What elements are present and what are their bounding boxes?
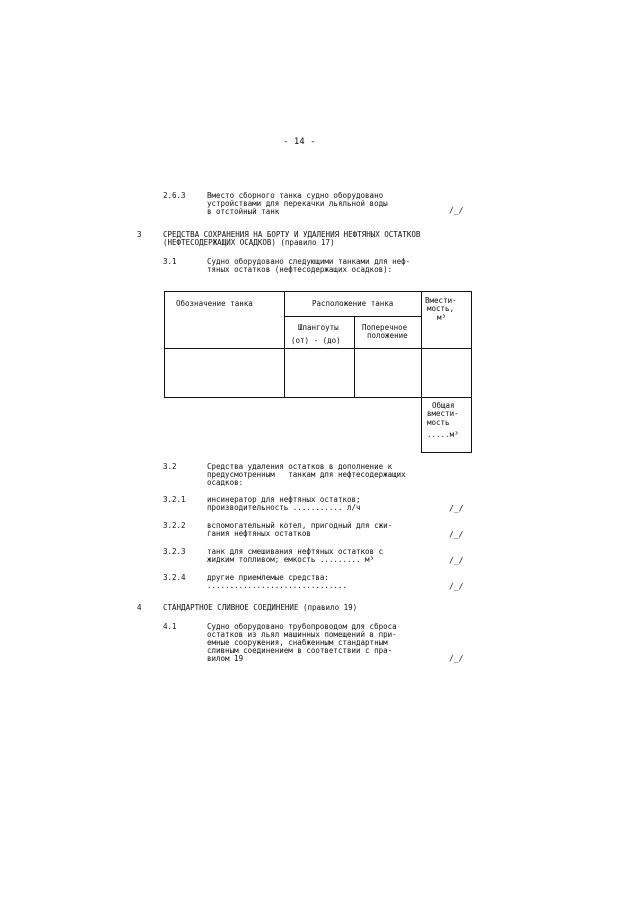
section-2-6-3-line-3: в отстойный танк [207,207,280,216]
section-2-6-3-line-1: Вместо сборного танка судно оборудовано [207,191,384,200]
table-border-right [471,291,472,398]
section-3-2-3-line-2: жидким топливом; емкость ......... м³ [207,555,375,564]
total-capacity-4: .....м³ [427,430,459,439]
subheader-transverse-1: Поперечное [362,323,408,332]
col-header-designation: Обозначение танка [176,299,253,308]
section-3-2-4-line-1: другие приемлемые средства: [207,573,329,582]
section-3-1-line-2: тяных остатков (нефтесодержащих осадков): [207,265,393,274]
total-capacity-1: Общая [432,401,455,410]
table-col-divider-1 [284,291,285,398]
page-number: - 14 - [283,137,316,147]
table-col-divider-2 [354,316,355,398]
section-4-1-line-3: емные сооружения, снабженным стандартным [207,638,388,647]
checkbox-3-2-3[interactable]: /_/ [449,556,464,565]
section-number-3: 3 [137,230,142,239]
section-3-1-line-1: Судно оборудовано следующими танками для неф- [207,257,411,266]
table-subheader-line [284,316,421,317]
checkbox-3-2-2[interactable]: /_/ [449,530,464,539]
section-3-2-line-2: предусмотренным танкам для нефтесодержащих [207,470,406,479]
checkbox-3-2-1[interactable]: /_/ [449,504,464,513]
total-box-bottom [421,452,472,453]
total-box-right [471,397,472,453]
total-capacity-2: вмести- [427,409,459,418]
checkbox-2-6-3[interactable]: /_/ [449,206,464,215]
table-border-bottom [164,397,472,398]
section-number-4: 4 [137,603,142,612]
section-number-4-1: 4.1 [163,622,177,631]
table-col-divider-3 [421,291,422,398]
section-3-2-2-line-1: вспомогательный котел, пригодный для сжи- [207,521,393,530]
section-number-2-6-3: 2.6.3 [163,191,186,200]
subheader-frames-2: (от) - (до) [291,336,341,345]
col-header-capacity-2: мость, [427,304,455,313]
checkbox-4-1[interactable]: /_/ [449,654,464,663]
total-box-left [421,397,422,453]
subheader-frames-1: Шпангоуты [298,323,339,332]
total-capacity-3: мость [427,418,450,427]
section-2-6-3-line-2: устройствами для перекачки льяльной воды [207,199,388,208]
section-4-1-line-4: сливным соединением в соответствии с пра- [207,646,393,655]
section-4-1-line-5: вилом 19 [207,654,244,663]
section-3-2-2-line-2: гания нефтяных остатков [207,529,311,538]
section-number-3-2-3: 3.2.3 [163,547,186,556]
subheader-transverse-2: положение [367,331,408,340]
section-3-2-3-line-1: танк для смешивания нефтяных остатков с [207,547,384,556]
section-3-2-1-line-1: инсинератор для нефтяных остатков; [207,495,361,504]
section-3-2-line-1: Средства удаления остатков в дополнение к [207,462,393,471]
section-number-3-2-4: 3.2.4 [163,573,186,582]
col-header-location: Расположение танка [312,299,394,308]
section-number-3-2-1: 3.2.1 [163,495,186,504]
section-number-3-2: 3.2 [163,462,177,471]
section-3-2-1-line-2: производительность ........... л/ч [207,503,361,512]
section-4-line-1: СТАНДАРТНОЕ СЛИВНОЕ СОЕДИНЕНИЕ (правило 19) [163,603,358,612]
col-header-capacity-1: Вмести- [425,296,457,305]
section-3-line-2: (НЕФТЕСОДЕРЖАЩИХ ОСАДКОВ) (правило 17) [163,238,335,247]
checkbox-3-2-4[interactable]: /_/ [449,582,464,591]
section-3-2-line-3: осадков: [207,478,244,487]
col-header-capacity-3: м³ [437,313,447,322]
section-number-3-2-2: 3.2.2 [163,521,186,530]
section-3-2-4-line-2: ............................... [207,581,347,590]
table-border-left [164,291,165,398]
section-4-1-line-2: остатков из льял машинных помещений в при- [207,630,397,639]
section-4-1-line-1: Судно оборудовано трубопроводом для сброса [207,622,397,631]
section-3-line-1: СРЕДСТВА СОХРАНЕНИЯ НА БОРТУ И УДАЛЕНИЯ НЕФТЯНЫХ ОСТАТКОВ [163,230,421,239]
table-header-bottom [164,348,472,349]
section-number-3-1: 3.1 [163,257,177,266]
table-border-top [164,291,472,292]
